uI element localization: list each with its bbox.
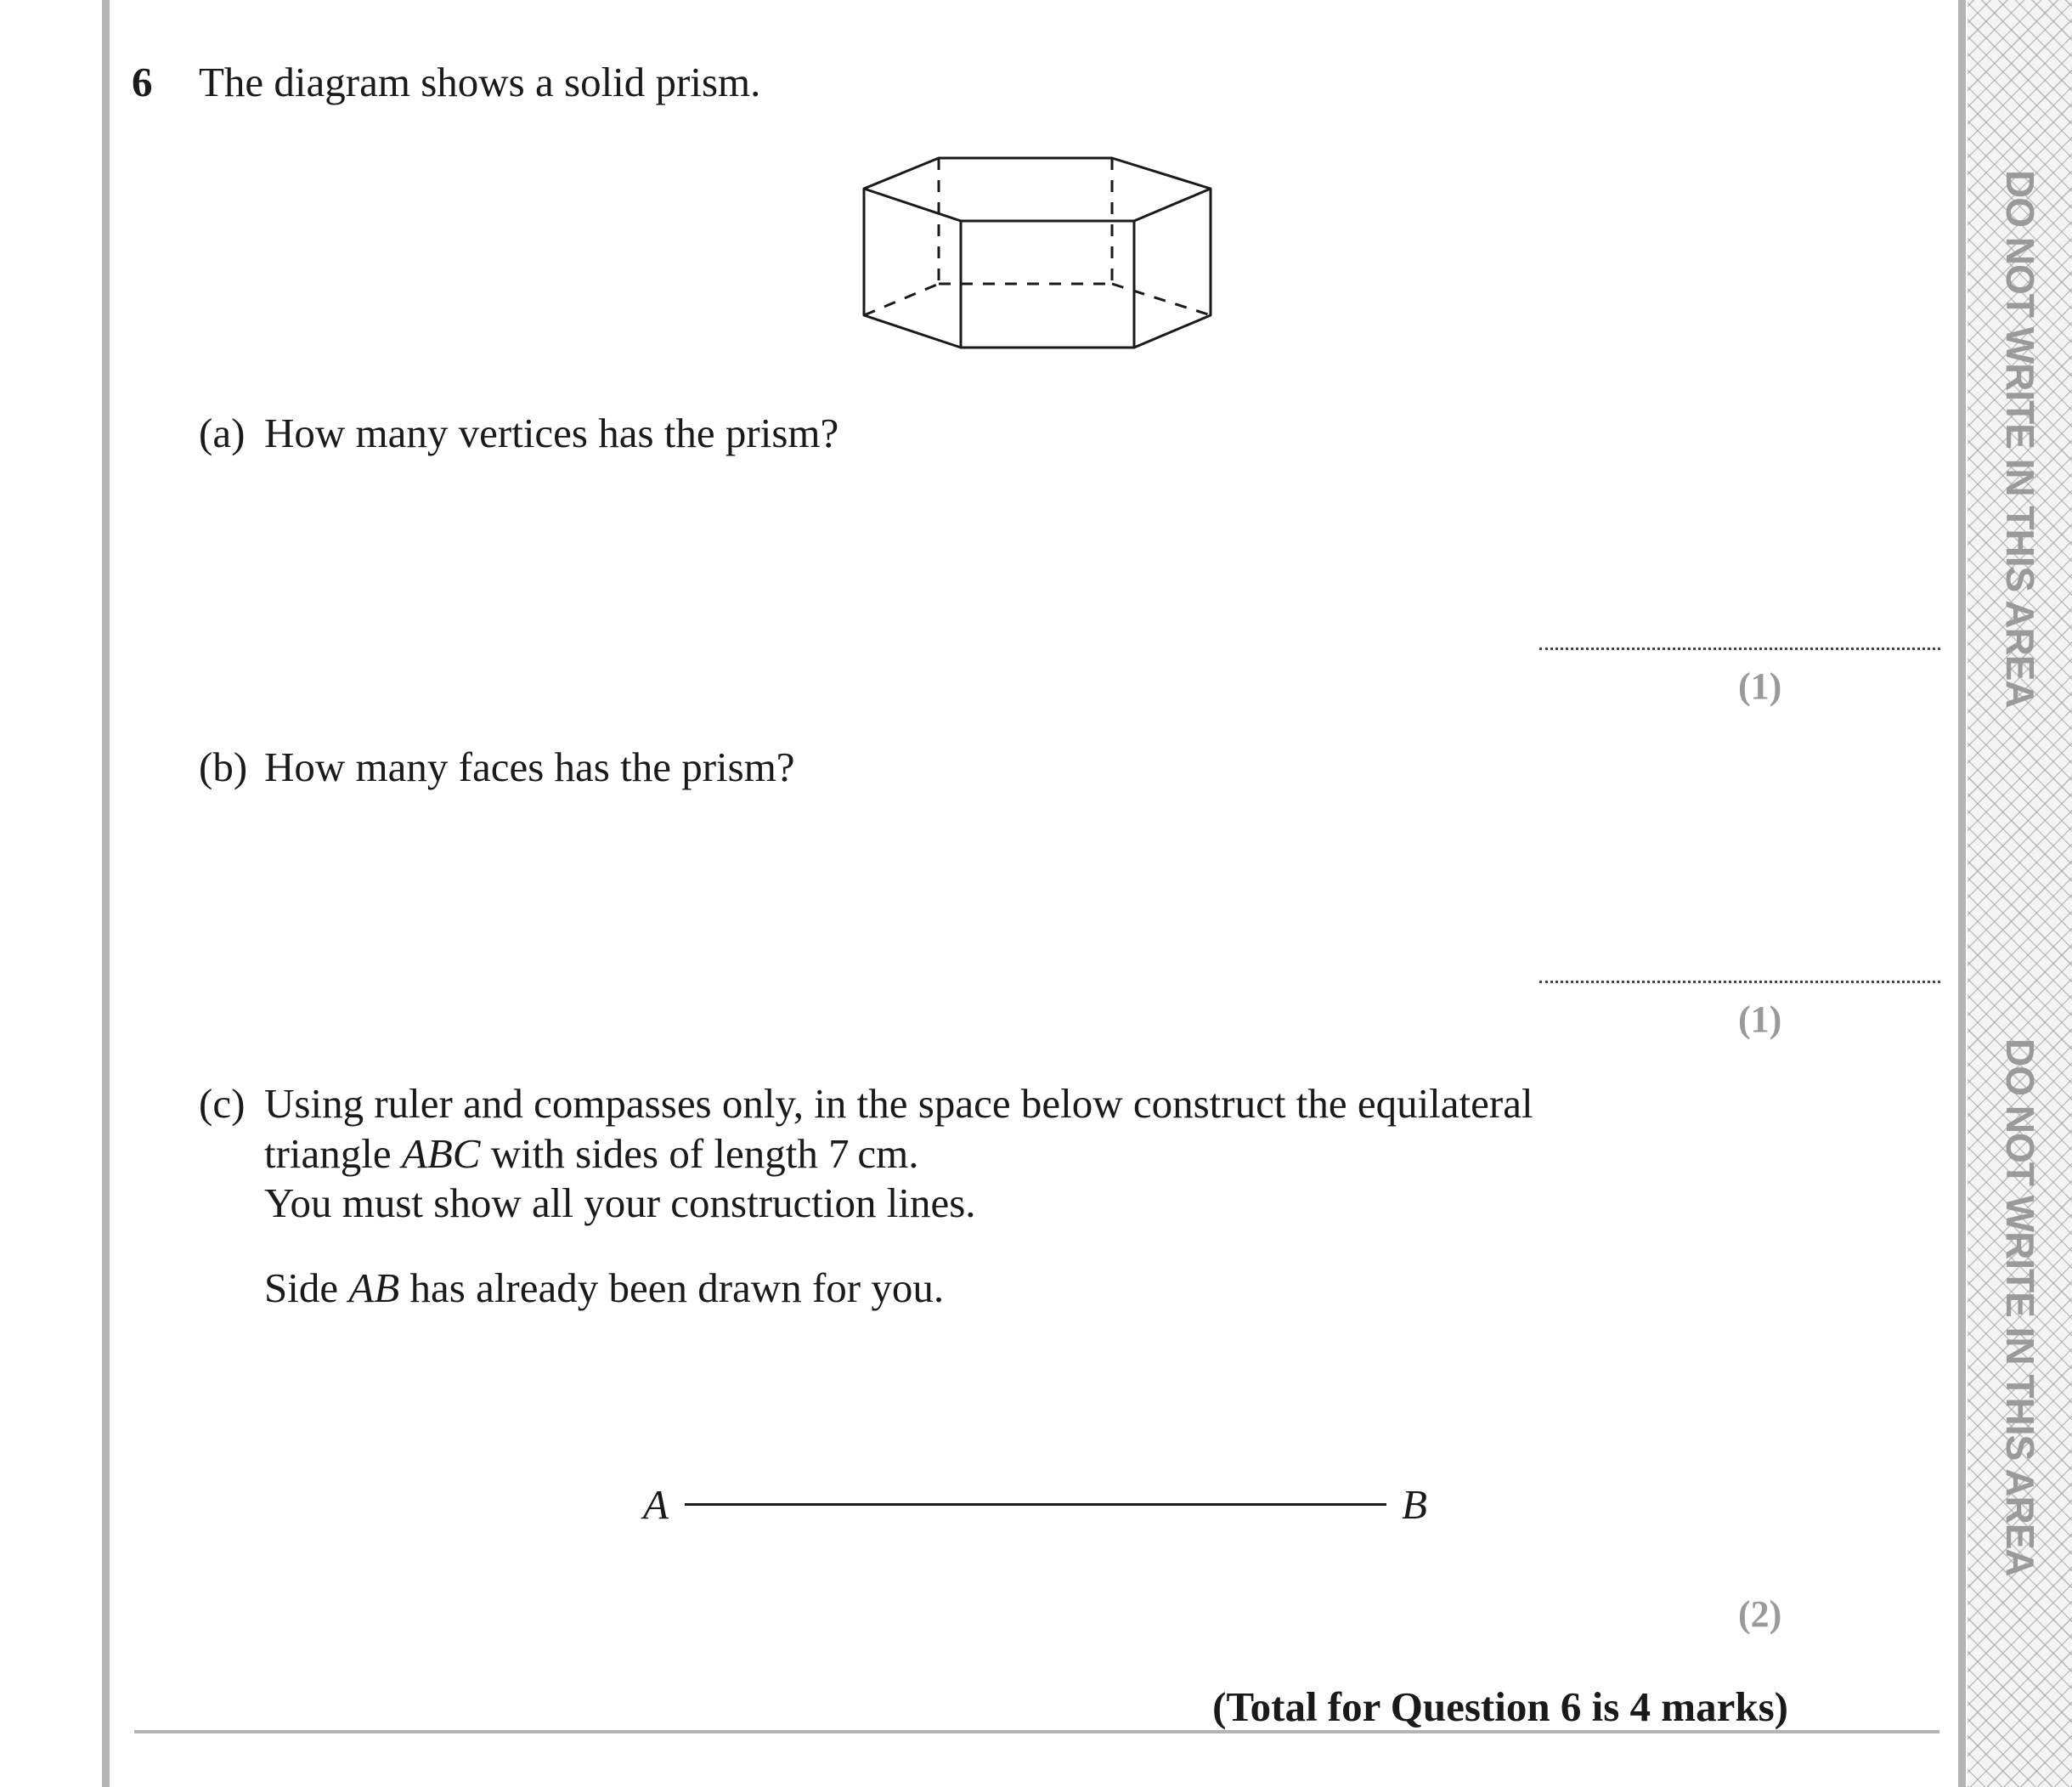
question-total: (Total for Question 6 is 4 marks) (1212, 1683, 1788, 1730)
question-number: 6 (132, 59, 153, 105)
part-c-line-3: You must show all your construction lines. (264, 1179, 976, 1226)
prism-left-face (864, 189, 961, 348)
part-a-label: (a) (199, 410, 246, 456)
part-c-line-4: Side AB has already been drawn for you. (264, 1264, 945, 1311)
marks-b: (1) (1738, 998, 1782, 1040)
line-segment-ab (685, 1503, 1386, 1506)
margin-notice-lower: DO NOT WRITE IN THIS AREA (1998, 1038, 2042, 1576)
question-intro: The diagram shows a solid prism. (199, 59, 761, 105)
hexagonal-prism-diagram (0, 0, 2072, 382)
prism-top-face (864, 158, 1211, 221)
margin-notice-upper: DO NOT WRITE IN THIS AREA (1998, 170, 2042, 708)
prism-right-face (1134, 189, 1211, 348)
bottom-rule (134, 1730, 1939, 1733)
part-a-question: How many vertices has the prism? (264, 410, 839, 456)
part-c-line-2: triangle ABC with sides of length 7 cm. (264, 1130, 919, 1177)
point-b-label: B (1402, 1481, 1427, 1528)
marks-a: (1) (1738, 665, 1782, 707)
triangle-name: ABC (401, 1130, 481, 1177)
side-name: AB (348, 1264, 400, 1311)
answer-line-b[interactable] (1539, 981, 1940, 983)
marks-c: (2) (1738, 1593, 1782, 1635)
part-c-label: (c) (199, 1080, 246, 1127)
part-c-line-1: Using ruler and compasses only, in the space below construct the equilateral (264, 1080, 1533, 1127)
part-b-label: (b) (199, 744, 248, 790)
answer-line-a[interactable] (1539, 648, 1940, 650)
part-b-question: How many faces has the prism? (264, 744, 795, 790)
prism-hidden-edge (1112, 284, 1211, 315)
point-a-label: A (643, 1481, 669, 1528)
prism-hidden-edge (864, 284, 939, 315)
